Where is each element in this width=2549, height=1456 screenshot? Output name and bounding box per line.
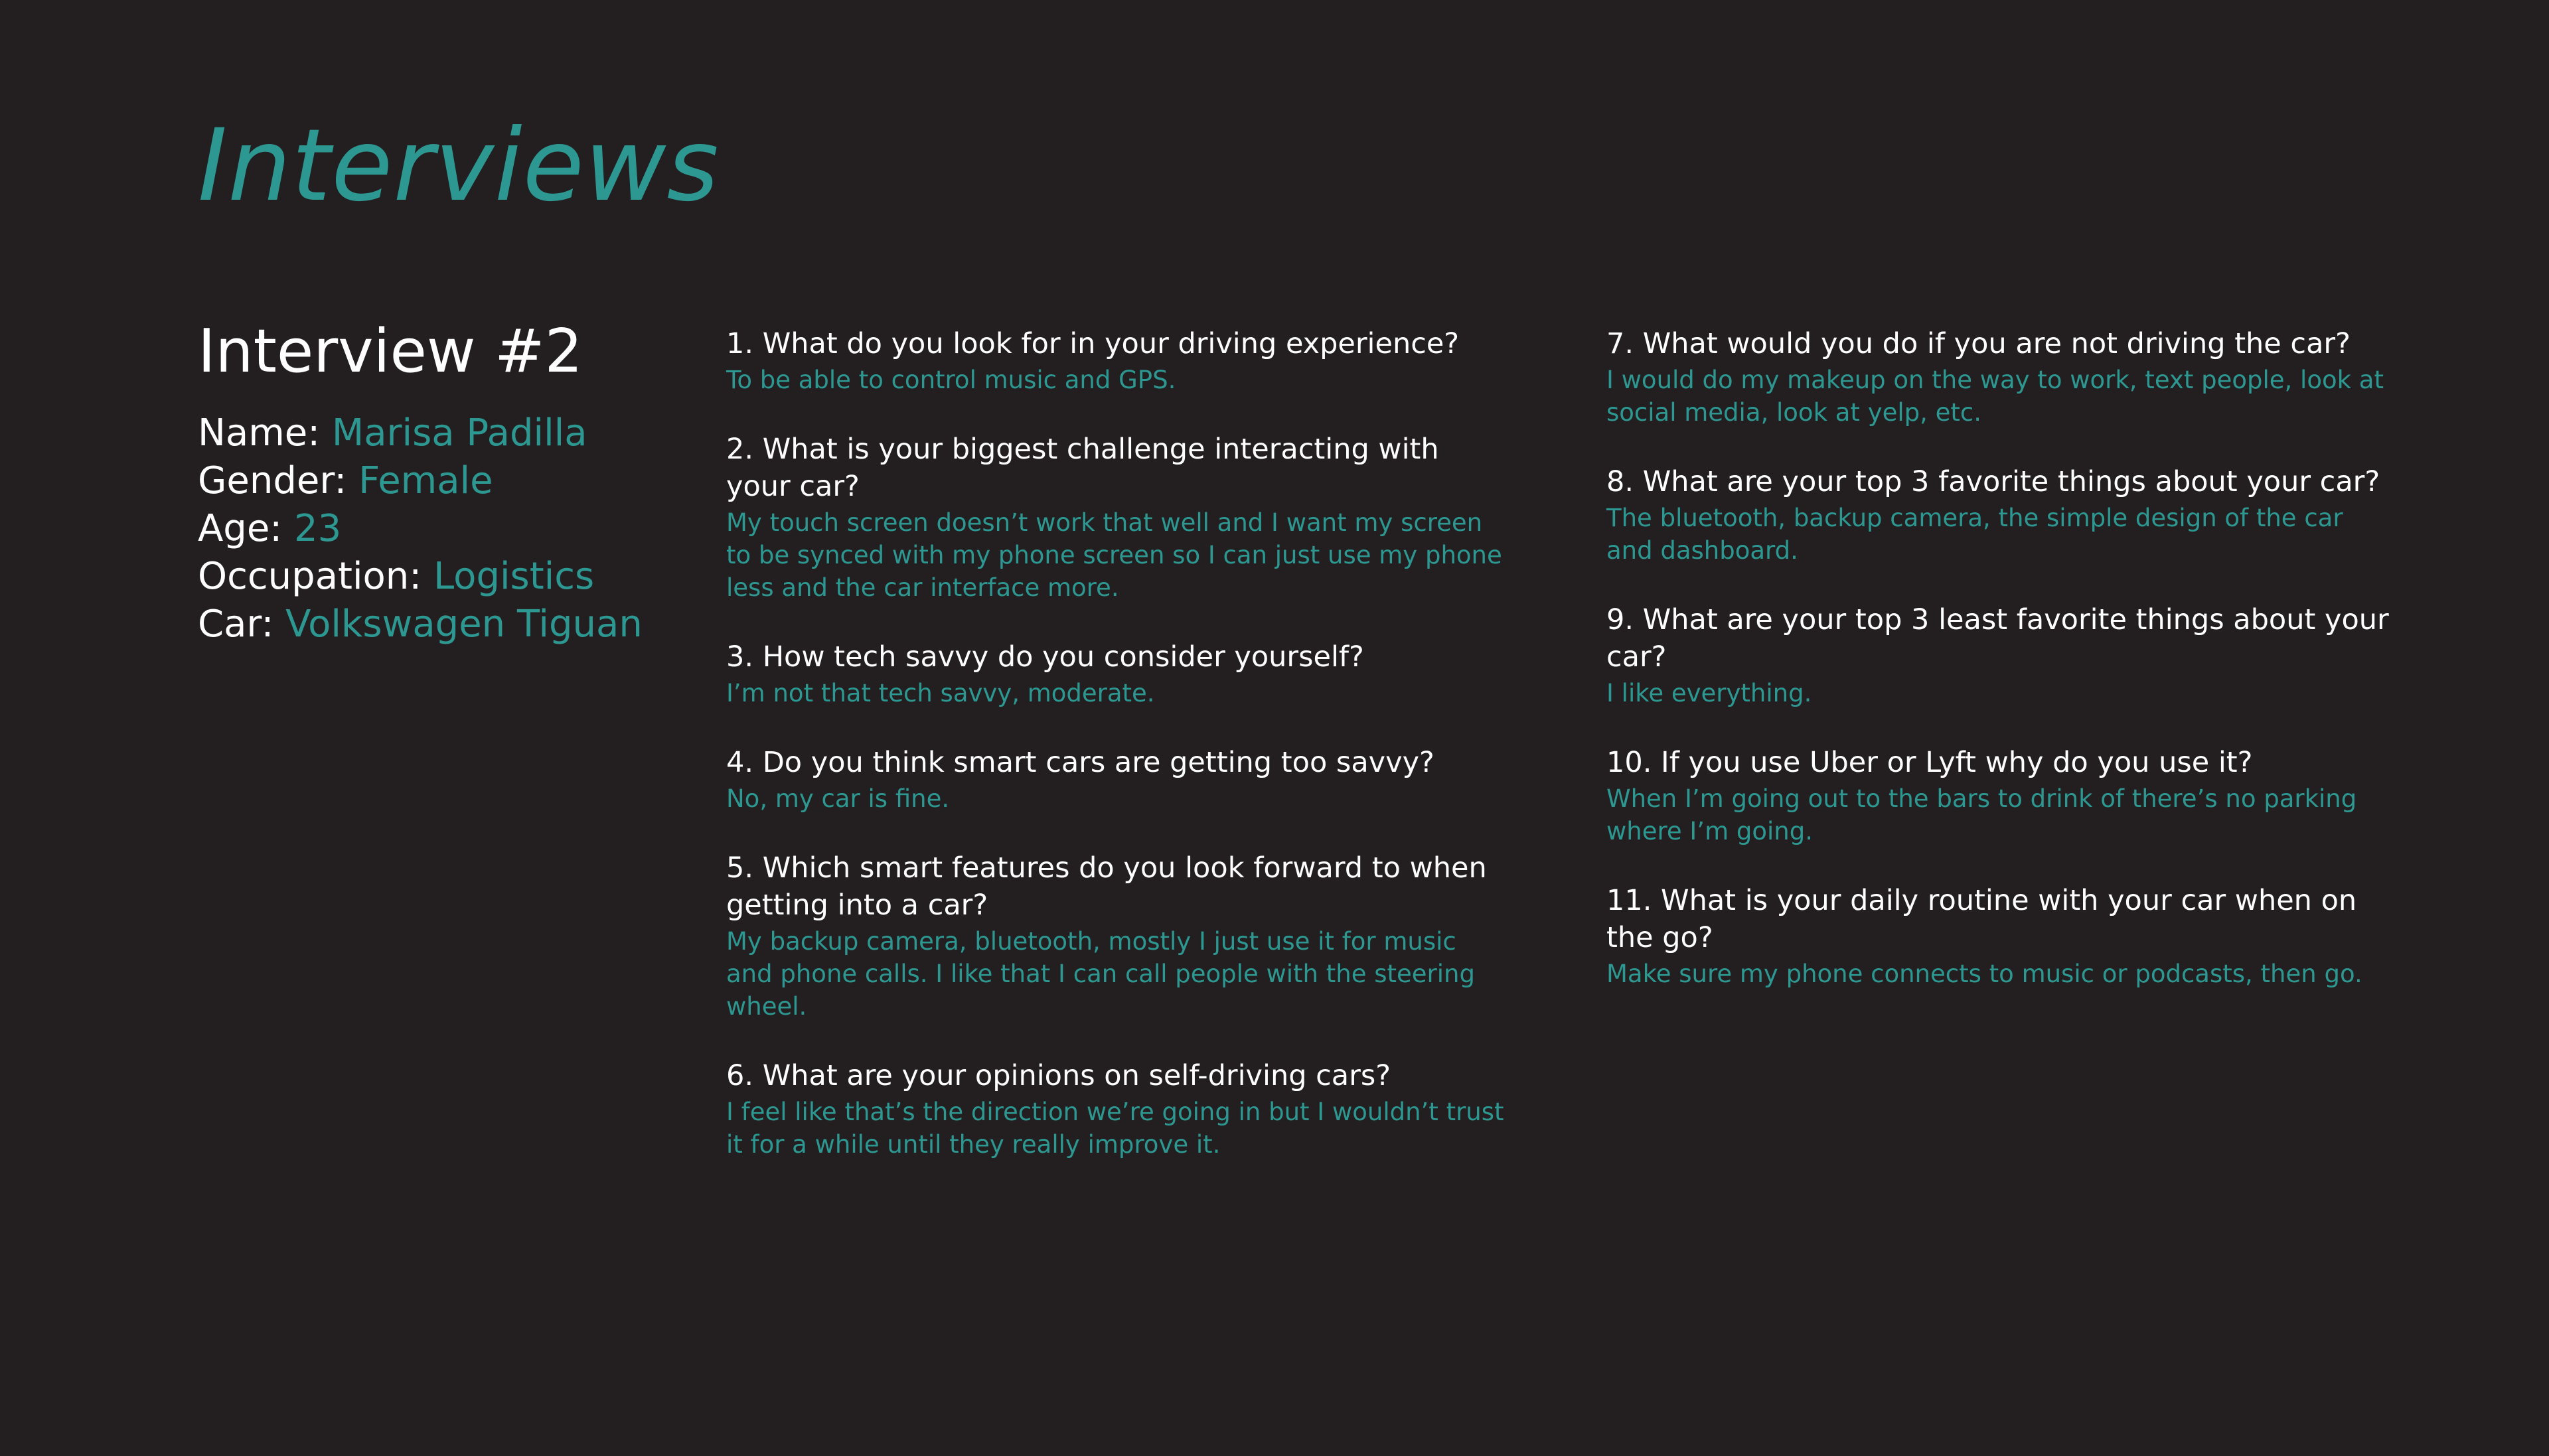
qa-item <box>726 744 1509 815</box>
qa-item <box>726 1057 1509 1161</box>
profile-field-age <box>198 505 702 553</box>
profile-value: Logistics <box>433 555 595 598</box>
profile-field-gender <box>198 457 702 505</box>
profile-label: Occupation: <box>198 555 422 598</box>
answer: My touch screen doesn’t work that well and I want my screen to be synced with my phone screen so I can just use my phone less and the car interface more. <box>726 508 1502 602</box>
qa-item <box>726 638 1509 709</box>
profile-value: Marisa Padilla <box>331 411 587 455</box>
qa-column-left <box>726 325 1509 1195</box>
answer: I like everything. <box>1606 679 1812 707</box>
question: 8. What are your top 3 favorite things about your car? <box>1606 465 2380 498</box>
interviewee-profile <box>198 319 702 648</box>
profile-value: Female <box>358 459 493 502</box>
profile-field-car <box>198 601 702 648</box>
qa-item <box>1606 744 2390 847</box>
qa-column-right <box>1606 325 2390 1025</box>
qa-item <box>1606 463 2390 567</box>
question: 1. What do you look for in your driving experience? <box>726 327 1460 360</box>
profile-label: Name: <box>198 411 321 455</box>
answer: I would do my makeup on the way to work, text people, look at social media, look at yelp, etc. <box>1606 366 2384 427</box>
answer: My backup camera, bluetooth, mostly I just use it for music and phone calls. I like that I can call people with the steering wheel. <box>726 927 1475 1021</box>
qa-item <box>726 325 1509 396</box>
qa-item <box>1606 601 2390 709</box>
question: 9. What are your top 3 least favorite things about your car? <box>1606 603 2389 674</box>
question: 3. How tech savvy do you consider yourself? <box>726 640 1364 674</box>
question: 7. What would you do if you are not driving the car? <box>1606 327 2351 360</box>
question: 5. Which smart features do you look forward to when getting into a car? <box>726 851 1487 922</box>
profile-value: Volkswagen Tiguan <box>285 603 643 646</box>
qa-item <box>1606 882 2390 990</box>
page-title: Interviews <box>198 108 720 224</box>
qa-item <box>726 431 1509 604</box>
profile-field-occupation <box>198 553 702 601</box>
qa-item <box>726 849 1509 1023</box>
profile-label: Car: <box>198 603 274 646</box>
profile-label: Gender: <box>198 459 347 502</box>
profile-field-name <box>198 409 702 457</box>
answer: When I’m going out to the bars to drink of there’s no parking where I’m going. <box>1606 784 2357 845</box>
question: 4. Do you think smart cars are getting too savvy? <box>726 746 1434 779</box>
answer: To be able to control music and GPS. <box>726 366 1176 394</box>
answer: No, my car is fine. <box>726 784 950 813</box>
question: 6. What are your opinions on self-driving cars? <box>726 1059 1391 1092</box>
profile-value: 23 <box>294 507 342 550</box>
answer: The bluetooth, backup camera, the simple design of the car and dashboard. <box>1606 504 2343 565</box>
interview-heading: Interview #2 <box>198 317 583 386</box>
question: 11. What is your daily routine with your car when on the go? <box>1606 884 2357 954</box>
answer: Make sure my phone connects to music or podcasts, then go. <box>1606 960 2362 988</box>
answer: I feel like that’s the direction we’re going in but I wouldn’t trust it for a while until they really improve it. <box>726 1098 1504 1159</box>
question: 10. If you use Uber or Lyft why do you use it? <box>1606 746 2253 779</box>
question: 2. What is your biggest challenge interacting with your car? <box>726 433 1439 503</box>
qa-item <box>1606 325 2390 429</box>
answer: I’m not that tech savvy, moderate. <box>726 679 1155 707</box>
profile-label: Age: <box>198 507 283 550</box>
